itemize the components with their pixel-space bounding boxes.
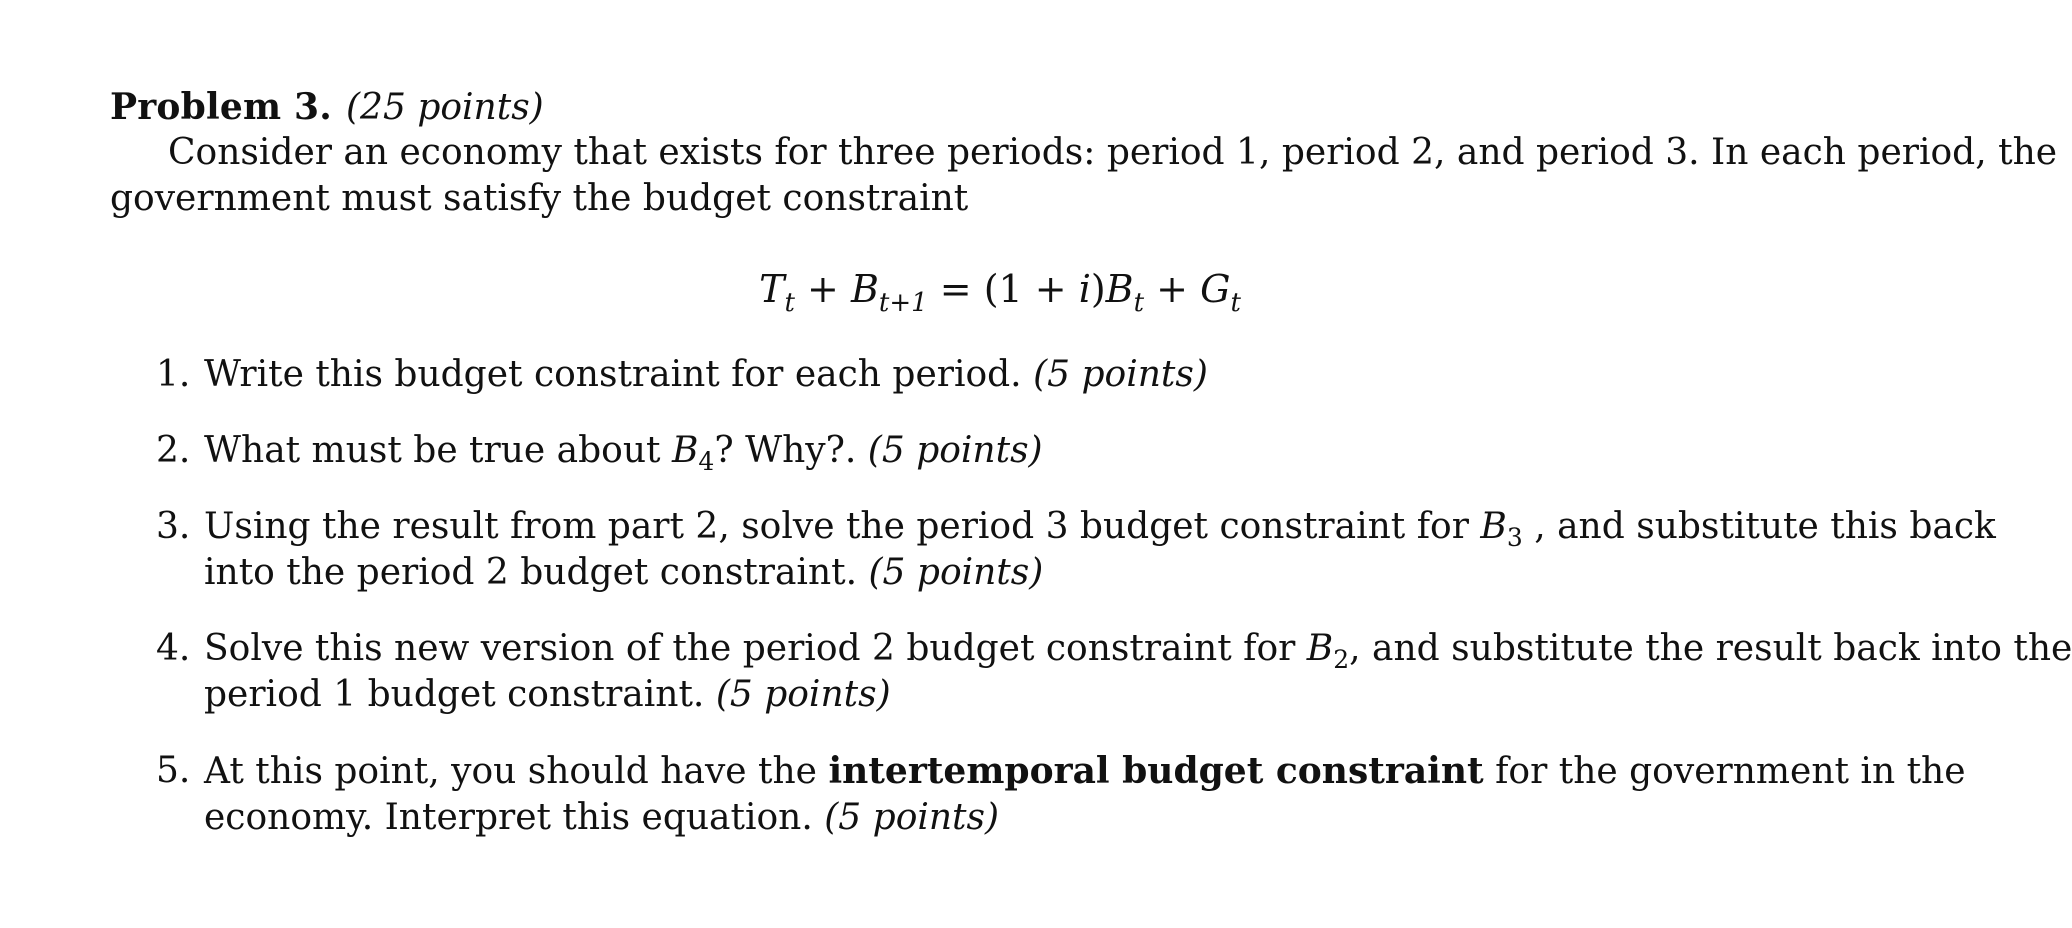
item-variable-sub: 3 <box>1506 523 1523 552</box>
item-text-after: ? Why?. <box>714 430 868 471</box>
eq-equals: = <box>939 267 972 311</box>
list-item <box>156 626 2072 718</box>
item-text-after: , and substitute this back <box>1522 506 1996 547</box>
item-text-after: for the government in the <box>1483 751 1966 792</box>
eq-B2: B <box>1105 267 1134 311</box>
eq-plus-2: + <box>1156 267 1188 311</box>
item-number: 1. <box>156 354 191 395</box>
item-variable-sub: 2 <box>1333 645 1350 674</box>
item-variable: B <box>1306 628 1334 669</box>
item-line-2 <box>204 672 1890 718</box>
item-line-2 <box>204 795 1890 841</box>
intro-line-2: government must satisfy the budget constraint <box>110 178 969 219</box>
item-body <box>204 748 1966 841</box>
item-variable-sub: 4 <box>698 447 715 476</box>
item-points: (5 points) <box>824 797 1000 838</box>
item-text-line-2: into the period 2 budget constraint. <box>204 552 869 593</box>
eq-B2-sub: t <box>1133 288 1145 318</box>
list-item <box>156 428 1890 474</box>
item-number: 5. <box>156 750 191 791</box>
item-body <box>204 504 1996 596</box>
item-text: Write this budget constraint for each period. <box>204 354 1034 395</box>
item-body <box>204 626 2072 718</box>
eq-B-sub: t+1 <box>878 288 928 318</box>
item-line-1 <box>204 626 2072 674</box>
item-points: (5 points) <box>715 674 891 715</box>
eq-B: B <box>850 267 879 311</box>
item-variable: B <box>671 430 699 471</box>
item-number: 3. <box>156 506 191 547</box>
eq-i: i <box>1078 267 1091 311</box>
item-line-2 <box>204 550 1890 596</box>
item-bold-term: intertemporal budget constraint <box>828 750 1484 792</box>
eq-G: G <box>1200 267 1231 311</box>
item-text: Solve this new version of the period 2 budget constraint for <box>204 628 1307 669</box>
problem-title: Problem 3. <box>110 86 333 128</box>
eq-T-sub: t <box>784 288 795 318</box>
item-points: (5 points) <box>868 552 1044 593</box>
item-number: 4. <box>156 628 191 669</box>
problem-intro <box>110 130 2058 222</box>
item-points: (5 points) <box>1033 354 1208 395</box>
item-text-after: , and substitute the result back into the <box>1349 628 2072 669</box>
item-text: What must be true about <box>204 430 672 471</box>
item-text: At this point, you should have the <box>204 751 829 792</box>
eq-rhs-open: (1 + <box>983 267 1079 311</box>
item-line <box>204 352 1890 398</box>
item-points: (5 points) <box>867 430 1043 471</box>
problem-heading <box>110 84 544 131</box>
item-line <box>204 428 1890 474</box>
eq-plus-1: + <box>807 267 839 311</box>
item-text-line-2: period 1 budget constraint. <box>204 674 716 715</box>
item-text-line-2: economy. Interpret this equation. <box>204 797 825 838</box>
item-body <box>204 428 1890 474</box>
list-item <box>156 748 1966 841</box>
problem-points: (25 points) <box>346 87 544 128</box>
list-item <box>156 352 1890 398</box>
item-line-1 <box>204 504 1996 552</box>
item-text: Using the result from part 2, solve the period 3 budget constraint for <box>204 506 1481 547</box>
list-item <box>156 504 1996 596</box>
budget-constraint-equation <box>0 264 2000 318</box>
item-variable: B <box>1480 506 1507 547</box>
item-line-1 <box>204 748 1966 795</box>
intro-line-1: Consider an economy that exists for three periods: period 1, period 2, and period 3. In each period, the <box>168 132 2058 173</box>
eq-rhs-close: ) <box>1090 267 1106 311</box>
item-number: 2. <box>156 430 191 471</box>
item-body <box>204 352 1890 398</box>
eq-G-sub: t <box>1230 288 1241 318</box>
eq-T: T <box>759 267 785 311</box>
